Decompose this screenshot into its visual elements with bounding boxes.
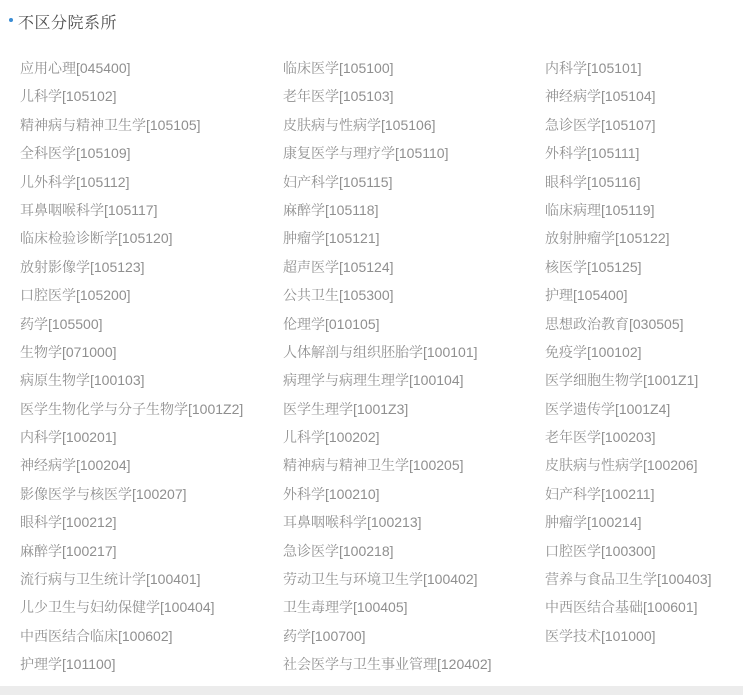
major-item[interactable]: 伦理学[010105] xyxy=(283,315,380,332)
major-item[interactable]: 社会医学与卫生事业管理[120402] xyxy=(283,656,492,673)
major-item[interactable]: 临床医学[105100] xyxy=(283,60,394,76)
bullet-dot-icon xyxy=(9,18,13,22)
major-item[interactable]: 核医学[105125] xyxy=(545,258,642,275)
major-item[interactable]: 护理[105400] xyxy=(545,287,628,304)
major-item[interactable]: 医学技术[101000] xyxy=(545,627,656,644)
major-item[interactable]: 肿瘤学[100214] xyxy=(545,514,642,531)
major-item[interactable]: 卫生毒理学[100405] xyxy=(283,599,408,616)
major-item[interactable]: 护理学[101100] xyxy=(20,656,116,673)
major-item[interactable]: 生物学[071000] xyxy=(20,343,117,360)
major-item[interactable]: 流行病与卫生统计学[100401] xyxy=(20,571,201,588)
major-item[interactable]: 全科医学[105109] xyxy=(20,145,131,162)
major-item[interactable]: 口腔医学[100300] xyxy=(545,542,656,559)
major-item[interactable]: 耳鼻咽喉科学[100213] xyxy=(283,514,422,531)
major-item[interactable]: 放射肿瘤学[105122] xyxy=(545,230,670,247)
major-item[interactable]: 医学生理学[1001Z3] xyxy=(283,400,409,417)
major-item[interactable]: 超声医学[105124] xyxy=(283,258,394,275)
major-item[interactable]: 人体解剖与组织胚胎学[100101] xyxy=(283,343,478,360)
major-item[interactable]: 肿瘤学[105121] xyxy=(283,230,380,247)
major-item[interactable]: 口腔医学[105200] xyxy=(20,287,131,304)
major-item[interactable]: 外科学[105111] xyxy=(545,145,640,162)
major-item[interactable]: 内科学[100201] xyxy=(20,429,117,446)
major-item[interactable]: 耳鼻咽喉科学[105117] xyxy=(20,201,158,218)
major-item[interactable]: 药学[100700] xyxy=(283,627,366,644)
major-item[interactable]: 皮肤病与性病学[105106] xyxy=(283,116,436,133)
major-item[interactable]: 中西医结合临床[100602] xyxy=(20,627,173,644)
major-item[interactable]: 麻醉学[100217] xyxy=(20,542,117,559)
major-item[interactable]: 儿少卫生与妇幼保健学[100404] xyxy=(20,599,215,616)
major-item[interactable]: 医学细胞生物学[1001Z1] xyxy=(545,372,699,389)
major-item[interactable]: 神经病学[105104] xyxy=(545,88,656,105)
major-item[interactable]: 病原生物学[100103] xyxy=(20,372,145,389)
major-item[interactable]: 内科学[105101] xyxy=(545,60,642,76)
major-item[interactable]: 急诊医学[100218] xyxy=(283,542,394,559)
major-item[interactable]: 儿科学[100202] xyxy=(283,429,380,446)
major-item[interactable]: 精神病与精神卫生学[100205] xyxy=(283,457,464,474)
major-item[interactable]: 眼科学[100212] xyxy=(20,514,117,531)
major-item[interactable]: 应用心理[045400] xyxy=(20,60,131,76)
major-item[interactable]: 公共卫生[105300] xyxy=(283,287,394,304)
major-item[interactable]: 临床检验诊断学[105120] xyxy=(20,230,173,247)
major-item[interactable]: 影像医学与核医学[100207] xyxy=(20,485,187,502)
major-item[interactable]: 妇产科学[105115] xyxy=(283,173,393,190)
major-item[interactable]: 临床病理[105119] xyxy=(545,201,655,218)
major-item[interactable]: 眼科学[105116] xyxy=(545,173,641,190)
major-item[interactable]: 放射影像学[105123] xyxy=(20,258,145,275)
major-item[interactable]: 医学遗传学[1001Z4] xyxy=(545,400,671,417)
section-header xyxy=(0,0,743,34)
major-item[interactable]: 中西医结合基础[100601] xyxy=(545,599,698,616)
major-item[interactable]: 老年医学[105103] xyxy=(283,88,394,105)
major-item[interactable]: 儿外科学[105112] xyxy=(20,173,130,190)
major-item[interactable]: 思想政治教育[030505] xyxy=(545,315,684,332)
major-item[interactable]: 外科学[100210] xyxy=(283,485,380,502)
major-item[interactable]: 急诊医学[105107] xyxy=(545,116,656,133)
major-item[interactable]: 精神病与精神卫生学[105105] xyxy=(20,116,201,133)
major-item[interactable]: 儿科学[105102] xyxy=(20,88,117,105)
major-item[interactable]: 病理学与病理生理学[100104] xyxy=(283,372,464,389)
horizontal-scrollbar-track[interactable] xyxy=(0,686,743,695)
major-item[interactable]: 老年医学[100203] xyxy=(545,429,656,446)
major-item[interactable]: 康复医学与理疗学[105110] xyxy=(283,145,449,162)
major-item[interactable]: 免疫学[100102] xyxy=(545,343,642,360)
major-item[interactable]: 麻醉学[105118] xyxy=(283,201,379,218)
major-item[interactable]: 药学[105500] xyxy=(20,315,103,332)
major-item[interactable]: 妇产科学[100211] xyxy=(545,485,655,502)
major-item[interactable]: 劳动卫生与环境卫生学[100402] xyxy=(283,571,478,588)
major-item[interactable]: 营养与食品卫生学[100403] xyxy=(545,571,712,588)
majors-list xyxy=(20,54,743,679)
major-item[interactable]: 神经病学[100204] xyxy=(20,457,131,474)
major-item[interactable]: 皮肤病与性病学[100206] xyxy=(545,457,698,474)
section-title: 不区分院系所 xyxy=(18,15,118,32)
major-item[interactable]: 医学生物化学与分子生物学[1001Z2] xyxy=(20,400,244,417)
